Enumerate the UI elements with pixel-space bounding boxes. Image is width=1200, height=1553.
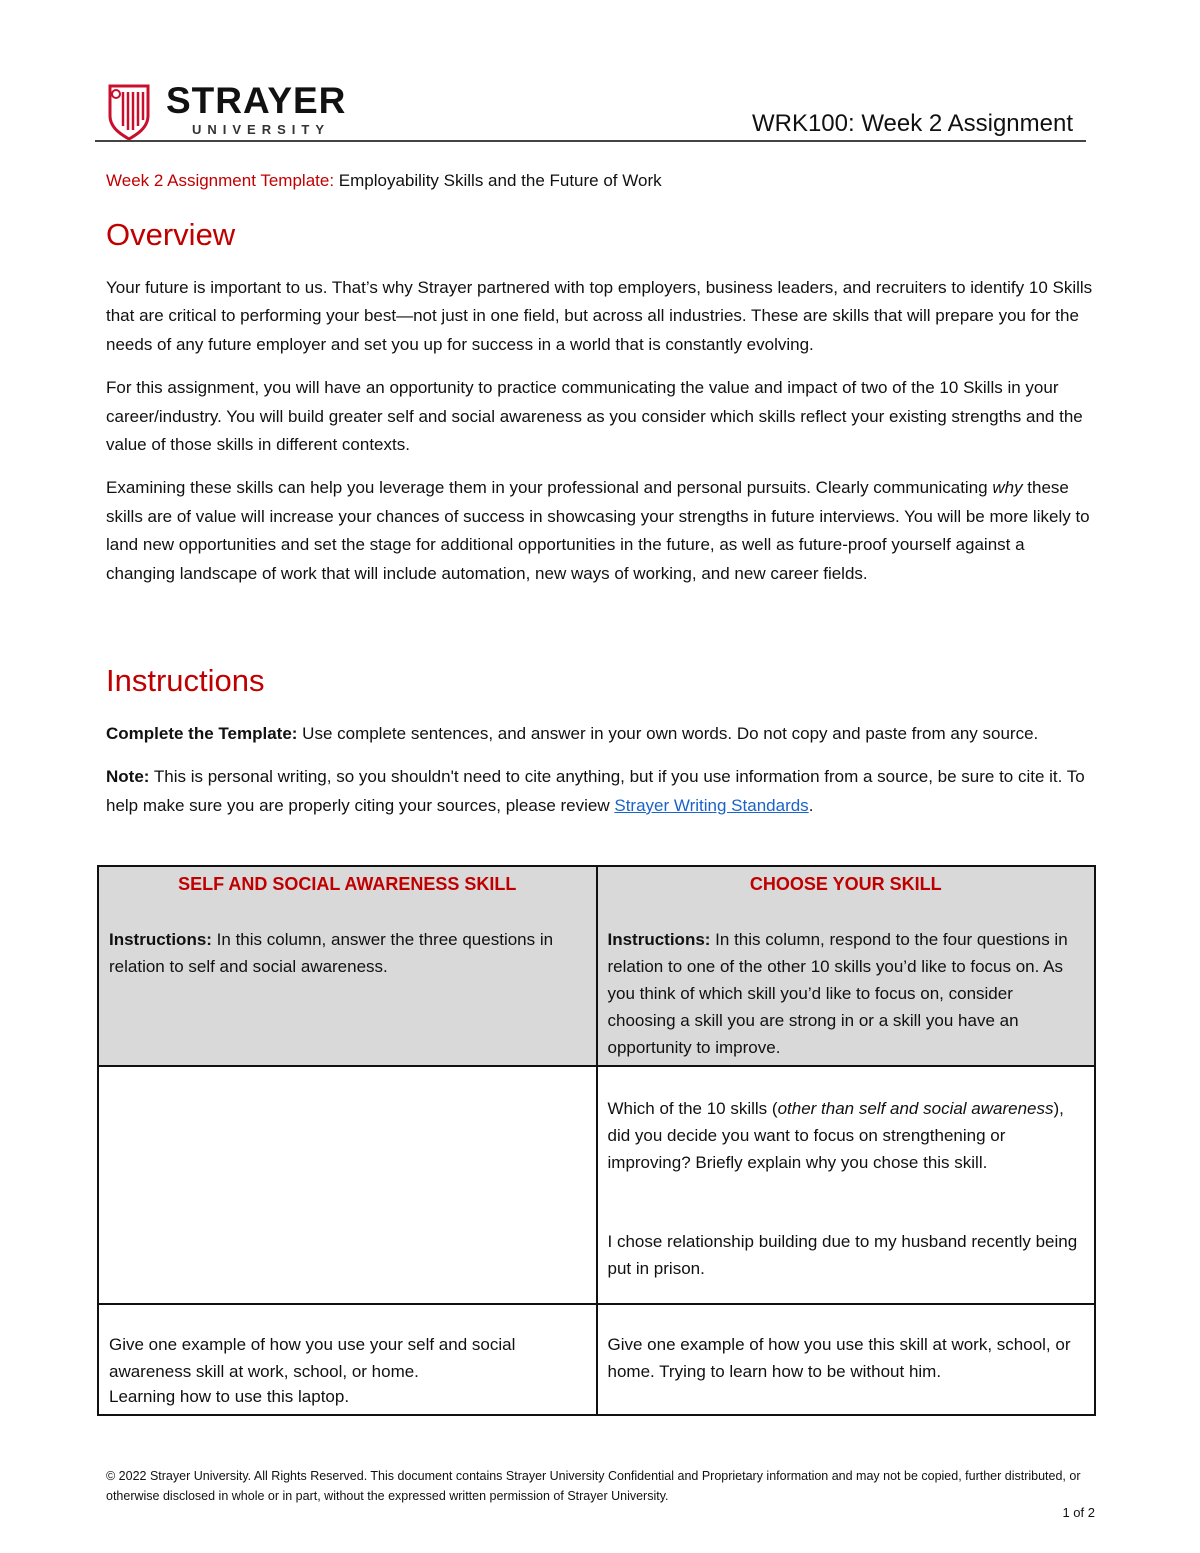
- question: Give one example of how you use this skill at work, school, or home.: [607, 1335, 1071, 1381]
- overview-heading: Overview: [106, 217, 236, 252]
- header-divider: [95, 140, 1086, 142]
- label: Instructions:: [607, 930, 711, 949]
- copyright-footer: © 2022 Strayer University. All Rights Reserved. This document contains Strayer University Confidential and Proprietary information and may not be copied, further distributed, or otherwise disclosed in whole or in part, without the expressed written permission of Strayer University.: [106, 1469, 1081, 1503]
- instructions-body: [106, 720, 1096, 835]
- note-instruction: [106, 763, 1096, 820]
- answer-cell[interactable]: [597, 1304, 1096, 1415]
- table-row: [98, 866, 1095, 1066]
- label: Instructions:: [109, 930, 212, 949]
- instructions-heading: Instructions: [106, 663, 265, 698]
- logo-wordmark: STRAYER: [166, 80, 347, 121]
- answer[interactable]: Trying to learn how to be without him.: [659, 1362, 942, 1381]
- shield-icon: [106, 82, 152, 140]
- answer-cell[interactable]: [597, 1066, 1096, 1304]
- table-row: [98, 1066, 1095, 1304]
- col2-instructions: [608, 926, 1085, 1061]
- logo-subtitle: UNIVERSITY: [192, 122, 331, 137]
- complete-instruction: [106, 720, 1096, 748]
- text: In this column, answer the three questions in relation to self and social awareness.: [109, 930, 554, 976]
- assignment-table: [97, 865, 1096, 1416]
- text: In this column, respond to the four questions in relation to one of the other 10 skills you’d like to focus on. As you think of which skill you’d like to focus on, consider choosing a skill you are strong in or a skill you have an opportunity to improve.: [607, 930, 1068, 1057]
- page-number: 1 of 2: [1062, 1505, 1095, 1520]
- table-row: [98, 1304, 1095, 1415]
- overview-paragraph: [106, 474, 1096, 588]
- label: Note:: [106, 767, 150, 787]
- text: Examining these skills can help you leverage them in your professional and personal pursuits. Clearly communicating: [106, 478, 993, 498]
- col2-header-cell: [597, 866, 1096, 1066]
- subtitle-text: Employability Skills and the Future of Work: [334, 171, 662, 190]
- answer-cell[interactable]: [98, 1304, 597, 1415]
- document-title: WRK100: Week 2 Assignment: [751, 110, 1073, 137]
- col2-header: CHOOSE YOUR SKILL: [749, 874, 942, 894]
- emphasis: other than self and social awareness: [777, 1099, 1054, 1118]
- col1-instructions: [109, 926, 586, 980]
- overview-body: [106, 274, 1096, 603]
- overview-paragraph: Your future is important to us. That’s why Strayer partnered with top employers, business leaders, and recruiters to identify 10 Skills that are critical to performing your best—not just in one field, but across all industries. These are skills that will prepare you for the needs of any future employer and set you up for success in a world that is constantly evolving.: [106, 278, 1093, 354]
- question: Give one example of how you use your self and social awareness skill at work, school, or home.: [109, 1335, 516, 1381]
- overview-paragraph: For this assignment, you will have an opportunity to practice communicating the value and impact of two of the 10 Skills in your career/industry. You will build greater self and social awareness as you consider which skills reflect your existing strengths and the value of those skills in different contexts.: [106, 378, 1083, 455]
- text: Use complete sentences, and answer in your own words. Do not copy and paste from any source.: [297, 724, 1039, 743]
- text: Which of the 10 skills (: [607, 1099, 778, 1118]
- text: .: [808, 795, 814, 815]
- answer[interactable]: Learning how to use this laptop.: [109, 1387, 350, 1406]
- label: Complete the Template:: [106, 724, 298, 743]
- text: these skills are of value will increase your chances of success in showcasing your strengths in future interviews. You will be more likely to land new opportunities and set the stage for additional opportunities in the future, as well as future-proof yourself against a changing landscape of work that will include automation, new ways of working, and new career fields.: [106, 478, 1090, 583]
- answer-cell-empty[interactable]: [98, 1066, 597, 1304]
- subtitle-label: Week 2 Assignment Template:: [106, 171, 335, 190]
- writing-standards-link[interactable]: Strayer Writing Standards: [614, 795, 809, 815]
- text: ), did you decide you want to focus on strengthening or improving? Briefly explain why you chose this skill.: [607, 1099, 1064, 1172]
- template-subtitle: [106, 171, 662, 191]
- text: This is personal writing, so you shouldn't need to cite anything, but if you use information from a source, be sure to cite it. To help make sure you are properly citing your sources, please review: [106, 767, 1085, 815]
- emphasis: why: [992, 478, 1023, 498]
- question: [608, 1095, 1085, 1176]
- col1-header-cell: [98, 866, 597, 1066]
- strayer-logo: [106, 80, 366, 140]
- question-answer[interactable]: [608, 1331, 1085, 1385]
- answer[interactable]: I chose relationship building due to my husband recently being put in prison.: [607, 1232, 1078, 1278]
- col1-header: SELF AND SOCIAL AWARENESS SKILL: [178, 874, 517, 894]
